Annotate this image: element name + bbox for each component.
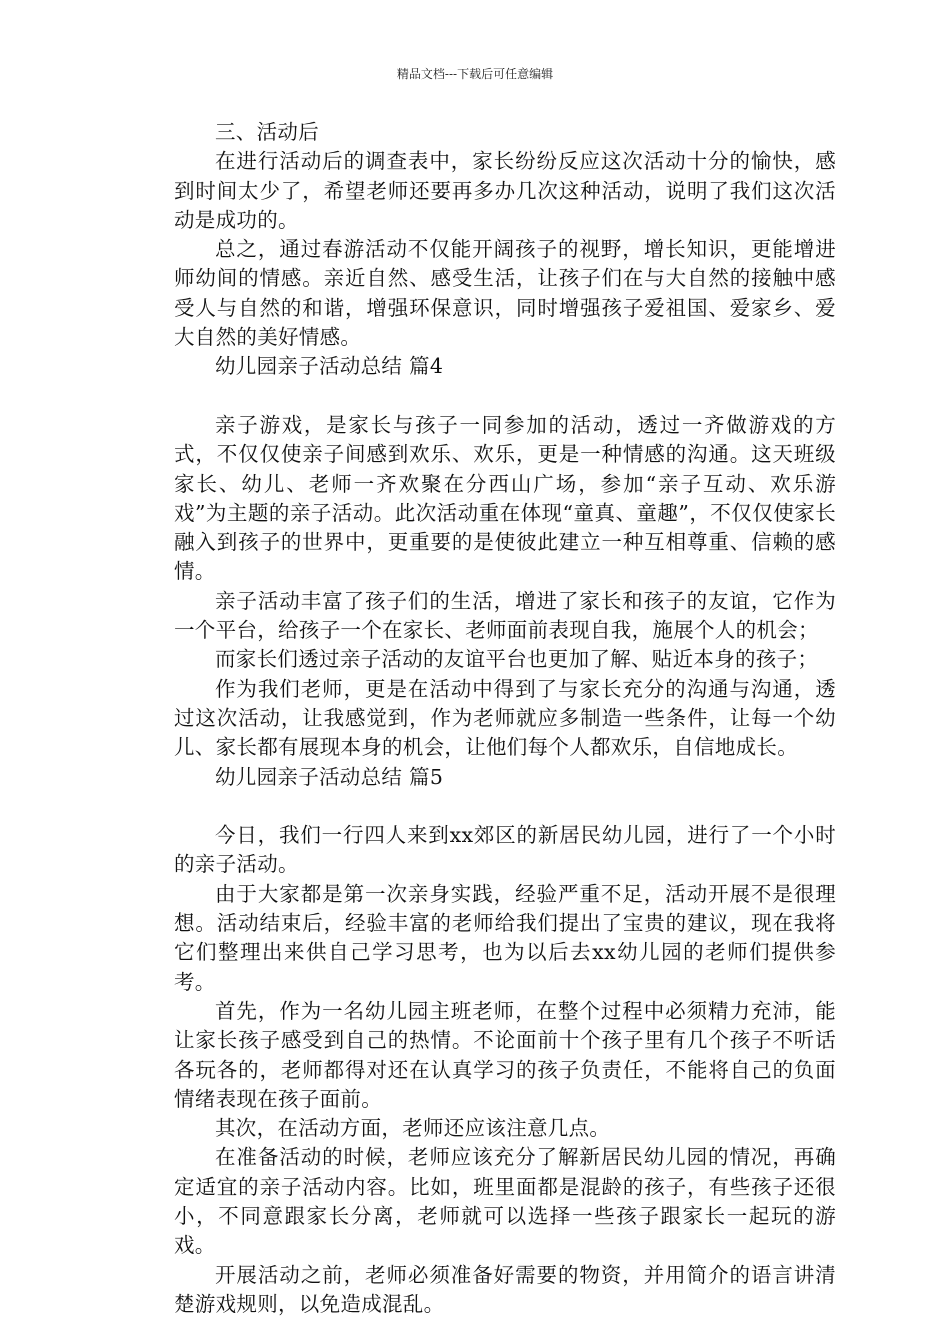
- paragraph: 在准备活动的时候，老师应该充分了解新居民幼儿园的情况，再确定适宜的亲子活动内容。比如，班里面都是混龄的孩子，有些孩子还很小，不同意跟家长分离，老师就可以选择一些孩子跟家长一起玩的游戏。: [174, 1145, 836, 1258]
- paragraph: 而家长们透过亲子活动的友谊平台也更加了解、贴近本身的孩子；: [215, 647, 819, 672]
- blank-line: [174, 792, 836, 821]
- paragraph: 作为我们老师，更是在活动中得到了与家长充分的沟通与沟通，透过这次活动，让我感觉到，作为老师就应多制造一些条件，让每一个幼儿、家长都有展现本身的机会，让他们每个人都欢乐，自信地成长。: [174, 676, 836, 760]
- document-body: [174, 118, 836, 1319]
- section-heading-after-activity: 三、活动后: [215, 120, 319, 144]
- page-header: 精品文档---下载后可任意编辑: [396, 67, 554, 81]
- paragraph: 在进行活动后的调查表中，家长纷纷反应这次活动十分的愉快，感到时间太少了，希望老师还要再多办几次这种活动，说明了我们这次活动是成功的。: [174, 149, 836, 232]
- paragraph: 亲子活动丰富了孩子们的生活，增进了家长和孩子的友谊，它作为一个平台，给孩子一个在家长、老师面前表现自我，施展个人的机会；: [174, 588, 836, 643]
- blank-line: [174, 382, 836, 411]
- section-title-part-4: 幼儿园亲子活动总结 篇4: [215, 354, 444, 379]
- paragraph: 开展活动之前，老师必须准备好需要的物资，并用简介的语言讲清楚游戏规则，以免造成混乱。: [174, 1262, 836, 1316]
- paragraph: 其次，在活动方面，老师还应该注意几点。: [215, 1116, 611, 1141]
- paragraph: 首先，作为一名幼儿园主班老师，在整个过程中必须精力充沛，能让家长孩子感受到自己的热情。不论面前十个孩子里有几个孩子不听话各玩各的，老师都得对还在认真学习的孩子负责任，不能将自己的负面情绪表现在孩子面前。: [174, 998, 836, 1111]
- paragraph: 亲子游戏，是家长与孩子一同参加的活动，透过一齐做游戏的方式，不仅仅使亲子间感到欢乐、欢乐，更是一种情感的沟通。这天班级家长、幼儿、老师一齐欢聚在分西山广场，参加“亲子互动、欢乐游戏”为主题的亲子活动。此次活动重在体现“童真、童趣”，不仅仅使家长融入到孩子的世界中，更重要的是使彼此建立一种互相尊重、信赖的感情。: [174, 412, 836, 584]
- paragraph: 总之，通过春游活动不仅能开阔孩子的视野，增长知识，更能增进师幼间的情感。亲近自然、感受生活，让孩子们在与大自然的接触中感受人与自然的和谐，增强环保意识，同时增强孩子爱祖国、爱家乡、爱大自然的美好情感。: [174, 237, 836, 350]
- section-title-part-5: 幼儿园亲子活动总结 篇5: [215, 764, 444, 789]
- paragraph: 由于大家都是第一次亲身实践，经验严重不足，活动开展不是很理想。活动结束后，经验丰富的老师给我们提出了宝贵的建议，现在我将它们整理出来供自己学习思考，也为以后去xx幼儿园的老师们提供参考。: [174, 881, 836, 994]
- paragraph: 今日，我们一行四人来到xx郊区的新居民幼儿园，进行了一个小时的亲子活动。: [174, 823, 836, 877]
